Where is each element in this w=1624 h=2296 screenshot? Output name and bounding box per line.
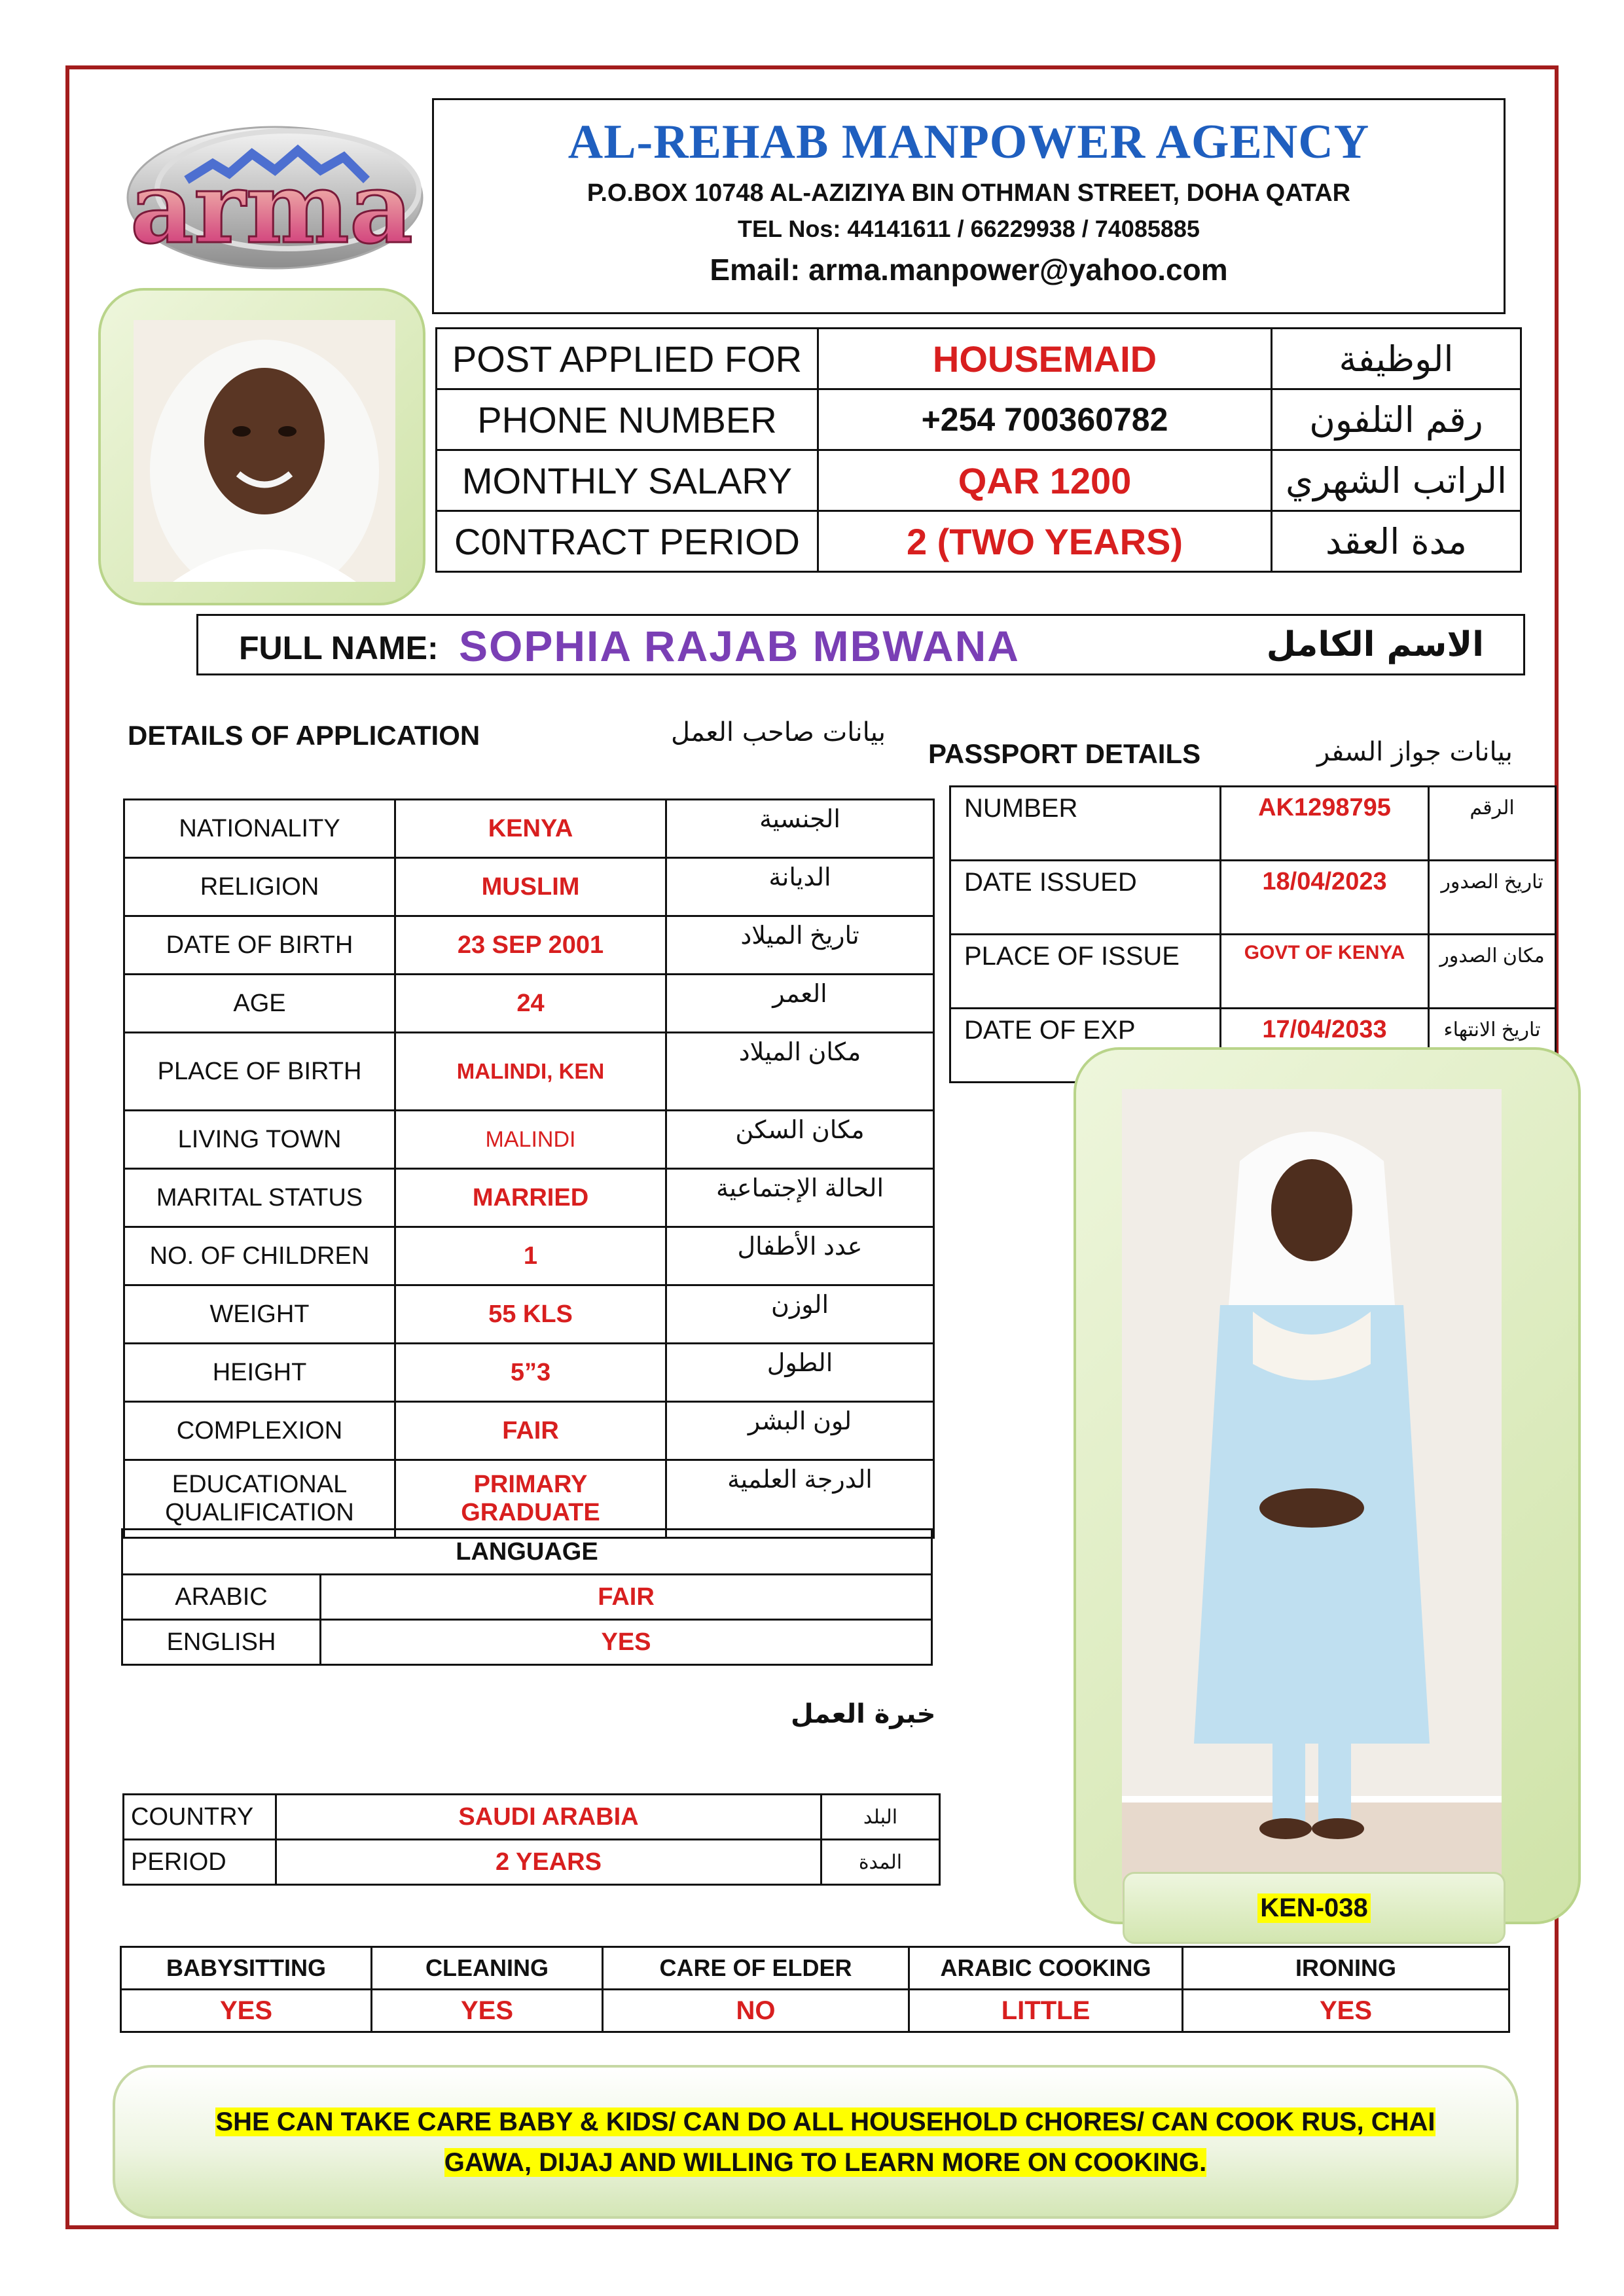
- detail-label: DATE OF BIRTH: [124, 916, 395, 975]
- language-value: YES: [321, 1620, 932, 1665]
- skill-value: LITTLE: [909, 1990, 1183, 2032]
- details-row: [124, 1460, 934, 1538]
- candidate-code-badge: [1123, 1872, 1506, 1944]
- passport-row: [950, 787, 1556, 861]
- skills-header-row: [121, 1947, 1509, 1990]
- language-title: LANGUAGE: [122, 1530, 932, 1575]
- skill-header: CARE OF ELDER: [603, 1947, 909, 1990]
- detail-label: NATIONALITY: [124, 800, 395, 858]
- post-table: [435, 327, 1522, 573]
- language-row: [122, 1620, 932, 1665]
- details-row: [124, 975, 934, 1033]
- passport-arabic: تاريخ الانتهاء: [1429, 1009, 1556, 1083]
- passport-arabic: مكان الصدور: [1429, 935, 1556, 1009]
- detail-value: MUSLIM: [395, 858, 666, 916]
- passport-label: NUMBER: [950, 787, 1221, 861]
- detail-label: MARITAL STATUS: [124, 1169, 395, 1227]
- passport-title: PASSPORT DETAILS: [928, 738, 1201, 769]
- contract-row: [437, 511, 1521, 572]
- work-experience-title: خبرة العمل: [791, 1699, 936, 1729]
- candidate-code: KEN-038: [1257, 1893, 1371, 1923]
- post-value: HOUSEMAID: [818, 329, 1272, 389]
- details-row: [124, 1227, 934, 1285]
- salary-label: MONTHLY SALARY: [437, 450, 818, 511]
- language-table: [121, 1528, 933, 1666]
- details-row: [124, 1285, 934, 1344]
- agency-name: AL-REHAB MANPOWER AGENCY: [568, 115, 1370, 169]
- detail-value: KENYA: [395, 800, 666, 858]
- details-row: [124, 916, 934, 975]
- passport-value: 17/04/2033: [1221, 1009, 1429, 1083]
- passport-value: 18/04/2023: [1221, 861, 1429, 935]
- detail-arabic: تاريخ الميلاد: [666, 916, 934, 975]
- passport-table: [949, 785, 1557, 1083]
- details-row: [124, 1344, 934, 1402]
- passport-label: DATE OF EXP: [950, 1009, 1221, 1083]
- language-label: ARABIC: [122, 1575, 321, 1620]
- post-label: POST APPLIED FOR: [437, 329, 818, 389]
- work-arabic: المدة: [821, 1840, 940, 1885]
- work-arabic: البلد: [821, 1795, 940, 1840]
- detail-value: PRIMARY GRADUATE: [395, 1460, 666, 1538]
- detail-value: FAIR: [395, 1402, 666, 1460]
- detail-value: 23 SEP 2001: [395, 916, 666, 975]
- detail-label: HEIGHT: [124, 1344, 395, 1402]
- skill-value: YES: [121, 1990, 372, 2032]
- details-row: [124, 1111, 934, 1169]
- detail-label: LIVING TOWN: [124, 1111, 395, 1169]
- detail-value: 1: [395, 1227, 666, 1285]
- skill-header: BABYSITTING: [121, 1947, 372, 1990]
- contract-label: C0NTRACT PERIOD: [437, 511, 818, 572]
- detail-label: RELIGION: [124, 858, 395, 916]
- agency-logo: [115, 118, 429, 275]
- language-value: FAIR: [321, 1575, 932, 1620]
- detail-value: 55 KLS: [395, 1285, 666, 1344]
- details-title: DETAILS OF APPLICATION: [128, 720, 480, 751]
- skills-table: [120, 1946, 1510, 2033]
- work-value: 2 YEARS: [276, 1840, 821, 1885]
- agency-header: [432, 98, 1506, 314]
- post-row: [437, 329, 1521, 389]
- detail-label: PLACE OF BIRTH: [124, 1033, 395, 1111]
- language-row: [122, 1575, 932, 1620]
- detail-arabic: مكان الميلاد: [666, 1033, 934, 1111]
- work-row: [124, 1795, 940, 1840]
- salary-arabic: الراتب الشهري: [1272, 450, 1521, 511]
- svg-text:arma: arma: [130, 151, 414, 266]
- detail-arabic: الديانة: [666, 858, 934, 916]
- work-row: [124, 1840, 940, 1885]
- work-label: PERIOD: [124, 1840, 276, 1885]
- detail-arabic: الوزن: [666, 1285, 934, 1344]
- details-row: [124, 1169, 934, 1227]
- work-value: SAUDI ARABIA: [276, 1795, 821, 1840]
- skill-value: NO: [603, 1990, 909, 2032]
- detail-arabic: الدرجة العلمية: [666, 1460, 934, 1538]
- full-name-value: SOPHIA RAJAB MBWANA: [459, 622, 1020, 670]
- details-table: [123, 798, 935, 1539]
- detail-value: MALINDI, KEN: [395, 1033, 666, 1111]
- language-label: ENGLISH: [122, 1620, 321, 1665]
- passport-value: GOVT OF KENYA: [1221, 935, 1429, 1009]
- detail-value: 5”3: [395, 1344, 666, 1402]
- agency-tel: TEL Nos: 44141611 / 66229938 / 74085885: [738, 215, 1200, 242]
- phone-row: [437, 389, 1521, 450]
- passport-label: PLACE OF ISSUE: [950, 935, 1221, 1009]
- phone-arabic: رقم التلفون: [1272, 389, 1521, 450]
- post-arabic: الوظيفة: [1272, 329, 1521, 389]
- detail-label: NO. OF CHILDREN: [124, 1227, 395, 1285]
- passport-arabic: تاريخ الصدور: [1429, 861, 1556, 935]
- portrait-photo: [134, 320, 395, 582]
- detail-arabic: لون البشر: [666, 1402, 934, 1460]
- full-body-photo-frame: [1074, 1047, 1581, 1924]
- details-row: [124, 1402, 934, 1460]
- detail-arabic: الطول: [666, 1344, 934, 1402]
- skill-header: IRONING: [1183, 1947, 1509, 1990]
- detail-value: MARRIED: [395, 1169, 666, 1227]
- passport-label: DATE ISSUED: [950, 861, 1221, 935]
- skill-header: ARABIC COOKING: [909, 1947, 1183, 1990]
- passport-row: [950, 861, 1556, 935]
- salary-row: [437, 450, 1521, 511]
- detail-arabic: العمر: [666, 975, 934, 1033]
- detail-label: AGE: [124, 975, 395, 1033]
- full-name-arabic: الاسم الكامل: [1266, 625, 1484, 664]
- phone-label: PHONE NUMBER: [437, 389, 818, 450]
- contract-arabic: مدة العقد: [1272, 511, 1521, 572]
- remarks-text: SHE CAN TAKE CARE BABY & KIDS/ CAN DO ALL HOUSEHOLD CHORES/ CAN COOK RUS, CHAI GAWA, DIJAJ AND WILLING TO LEARN MORE ON COOKING.: [215, 2108, 1435, 2177]
- skill-value: YES: [372, 1990, 603, 2032]
- remarks-box: [113, 2065, 1519, 2219]
- detail-label: EDUCATIONAL QUALIFICATION: [124, 1460, 395, 1538]
- details-row: [124, 800, 934, 858]
- full-name-label: FULL NAME:: [239, 630, 439, 666]
- detail-value: 24: [395, 975, 666, 1033]
- passport-value: AK1298795: [1221, 787, 1429, 861]
- passport-row: [950, 935, 1556, 1009]
- skills-value-row: [121, 1990, 1509, 2032]
- contract-value: 2 (TWO YEARS): [818, 511, 1272, 572]
- portrait-photo-frame: [98, 288, 425, 605]
- detail-value: MALINDI: [395, 1111, 666, 1169]
- details-title-arabic: بيانات صاحب العمل: [671, 717, 886, 747]
- detail-arabic: مكان السكن: [666, 1111, 934, 1169]
- detail-label: COMPLEXION: [124, 1402, 395, 1460]
- skill-value: YES: [1183, 1990, 1509, 2032]
- detail-arabic: الجنسية: [666, 800, 934, 858]
- salary-value: QAR 1200: [818, 450, 1272, 511]
- detail-label: WEIGHT: [124, 1285, 395, 1344]
- skill-header: CLEANING: [372, 1947, 603, 1990]
- passport-title-arabic: بيانات جواز السفر: [1317, 737, 1513, 767]
- details-row: [124, 858, 934, 916]
- language-header-row: [122, 1530, 932, 1575]
- passport-arabic: الرقم: [1429, 787, 1556, 861]
- agency-email: Email: arma.manpower@yahoo.com: [710, 253, 1228, 287]
- work-experience-table: [122, 1793, 941, 1886]
- details-row: [124, 1033, 934, 1111]
- work-label: COUNTRY: [124, 1795, 276, 1840]
- full-body-photo: [1122, 1089, 1502, 1914]
- phone-value: +254 700360782: [818, 389, 1272, 450]
- agency-address: P.O.BOX 10748 AL-AZIZIYA BIN OTHMAN STREET, DOHA QATAR: [586, 179, 1351, 207]
- full-name-box: [196, 614, 1525, 675]
- detail-arabic: الحالة الإجتماعية: [666, 1169, 934, 1227]
- detail-arabic: عدد الأطفال: [666, 1227, 934, 1285]
